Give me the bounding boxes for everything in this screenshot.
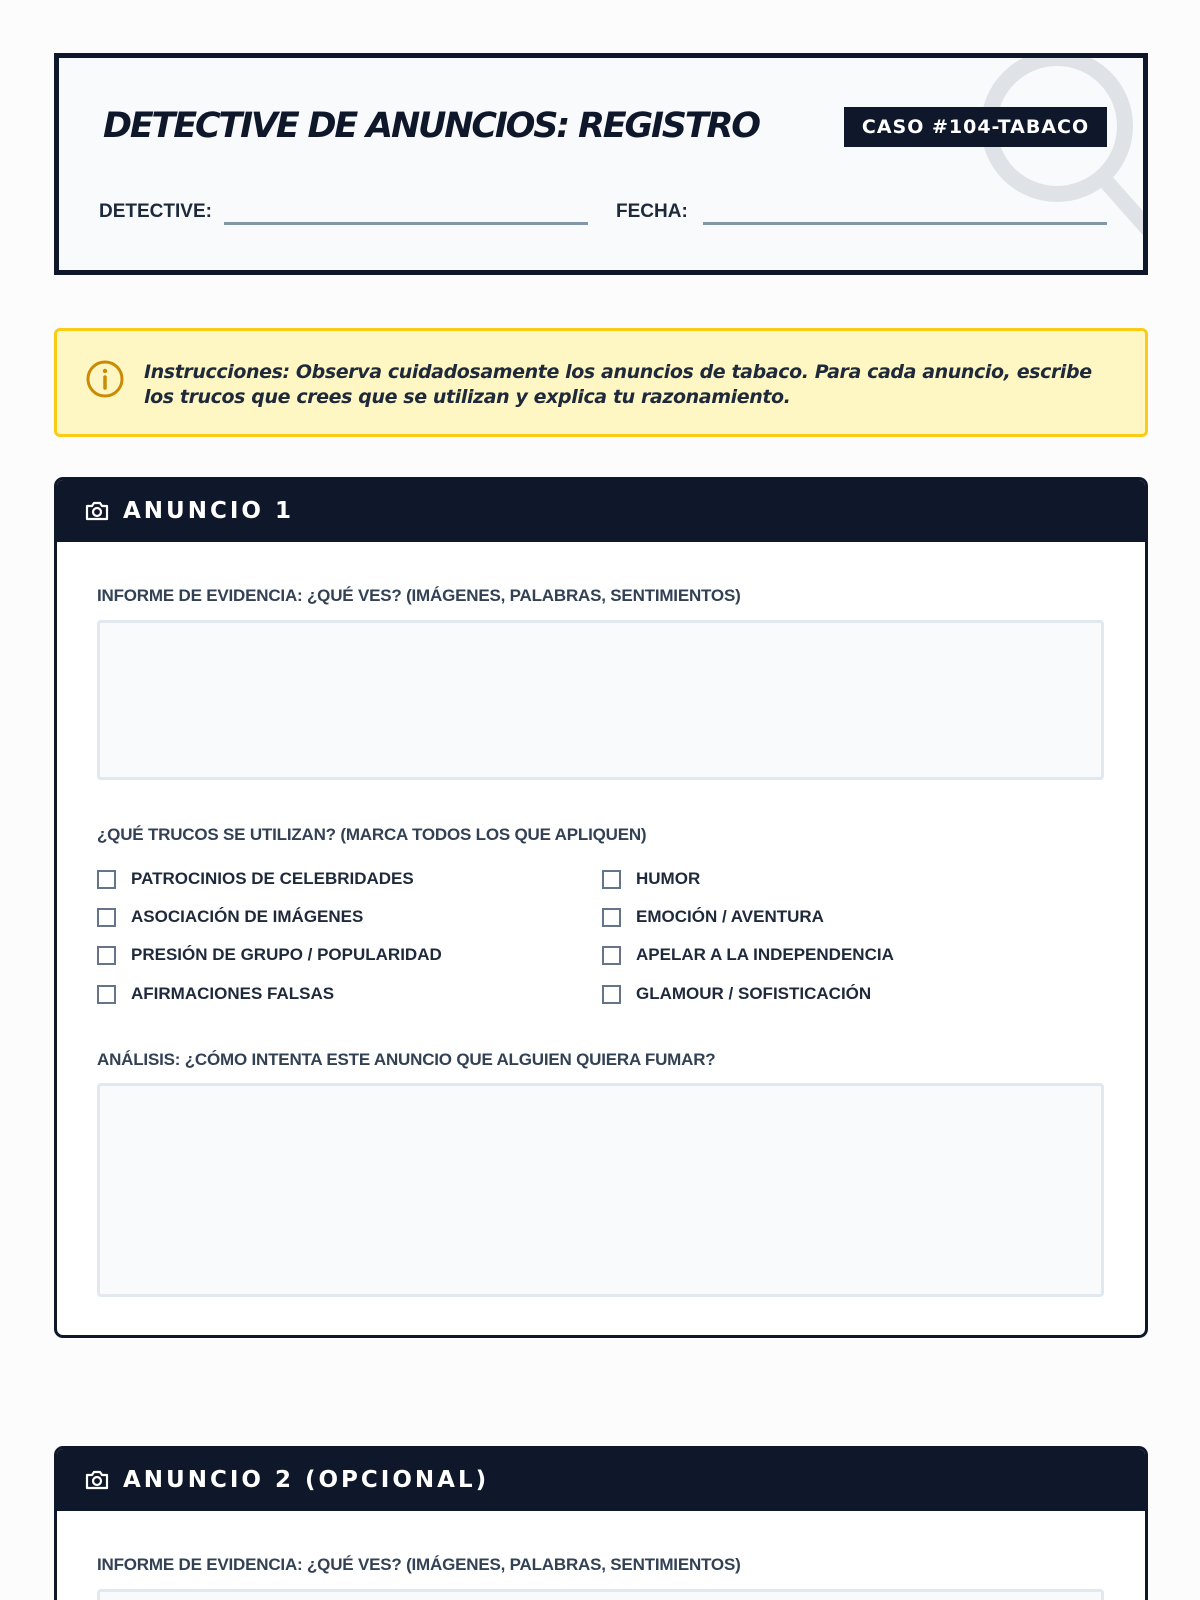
trick-checkbox[interactable]: HUMOR — [602, 869, 700, 889]
trick-checkbox[interactable]: EMOCIÓN / AVENTURA — [602, 907, 824, 927]
checkbox-icon[interactable] — [97, 870, 116, 889]
analysis-label: ANÁLISIS: ¿CÓMO INTENTA ESTE ANUNCIO QUE ALGUIEN QUIERA FUMAR? — [97, 1050, 716, 1069]
tricks-label: ¿QUÉ TRUCOS SE UTILIZAN? (MARCA TODOS LOS QUE APLIQUEN) — [97, 825, 647, 844]
worksheet-header — [54, 53, 1148, 275]
case-badge: CASO #104-TABACO — [844, 107, 1107, 147]
checkbox-icon[interactable] — [602, 985, 621, 1004]
camera-icon — [83, 1466, 111, 1494]
checkbox-icon[interactable] — [97, 946, 116, 965]
info-icon — [85, 359, 125, 399]
ad-card-2 — [54, 1446, 1148, 1600]
evidence-textarea[interactable] — [97, 620, 1104, 780]
ad-title: ANUNCIO 1 — [123, 498, 294, 524]
trick-checkbox[interactable]: PATROCINIOS DE CELEBRIDADES — [97, 869, 414, 889]
analysis-textarea[interactable] — [97, 1083, 1104, 1297]
checkbox-icon[interactable] — [602, 946, 621, 965]
ad-card-header — [57, 480, 1145, 542]
detective-label: DETECTIVE: — [99, 201, 212, 222]
page-title: DETECTIVE DE ANUNCIOS: REGISTRO — [103, 106, 759, 146]
camera-icon — [83, 497, 111, 525]
instructions-box — [54, 328, 1148, 437]
instructions-text: Instrucciones: Observa cuidadosamente los anuncios de tabaco. Para cada anuncio, escribe los trucos que crees que se utilizan y explica tu razonamiento. — [144, 361, 1092, 408]
trick-checkbox[interactable]: ASOCIACIÓN DE IMÁGENES — [97, 907, 363, 927]
ad-card-header — [57, 1449, 1145, 1511]
detective-field[interactable] — [224, 222, 588, 225]
evidence-label: INFORME DE EVIDENCIA: ¿QUÉ VES? (IMÁGENES, PALABRAS, SENTIMIENTOS) — [97, 1555, 741, 1574]
ad-title: ANUNCIO 2 (OPCIONAL) — [123, 1467, 490, 1493]
trick-checkbox[interactable]: PRESIÓN DE GRUPO / POPULARIDAD — [97, 945, 442, 965]
ad-card-1 — [54, 477, 1148, 1338]
checkbox-icon[interactable] — [97, 985, 116, 1004]
date-field[interactable] — [703, 222, 1107, 225]
magnifier-icon — [979, 53, 1148, 250]
checkbox-icon[interactable] — [97, 908, 116, 927]
trick-checkbox[interactable]: GLAMOUR / SOFISTICACIÓN — [602, 984, 871, 1004]
date-label: FECHA: — [616, 201, 688, 222]
trick-checkbox[interactable]: APELAR A LA INDEPENDENCIA — [602, 945, 894, 965]
checkbox-icon[interactable] — [602, 870, 621, 889]
evidence-textarea[interactable] — [97, 1589, 1104, 1600]
evidence-label: INFORME DE EVIDENCIA: ¿QUÉ VES? (IMÁGENES, PALABRAS, SENTIMIENTOS) — [97, 586, 741, 605]
checkbox-icon[interactable] — [602, 908, 621, 927]
trick-checkbox[interactable]: AFIRMACIONES FALSAS — [97, 984, 334, 1004]
